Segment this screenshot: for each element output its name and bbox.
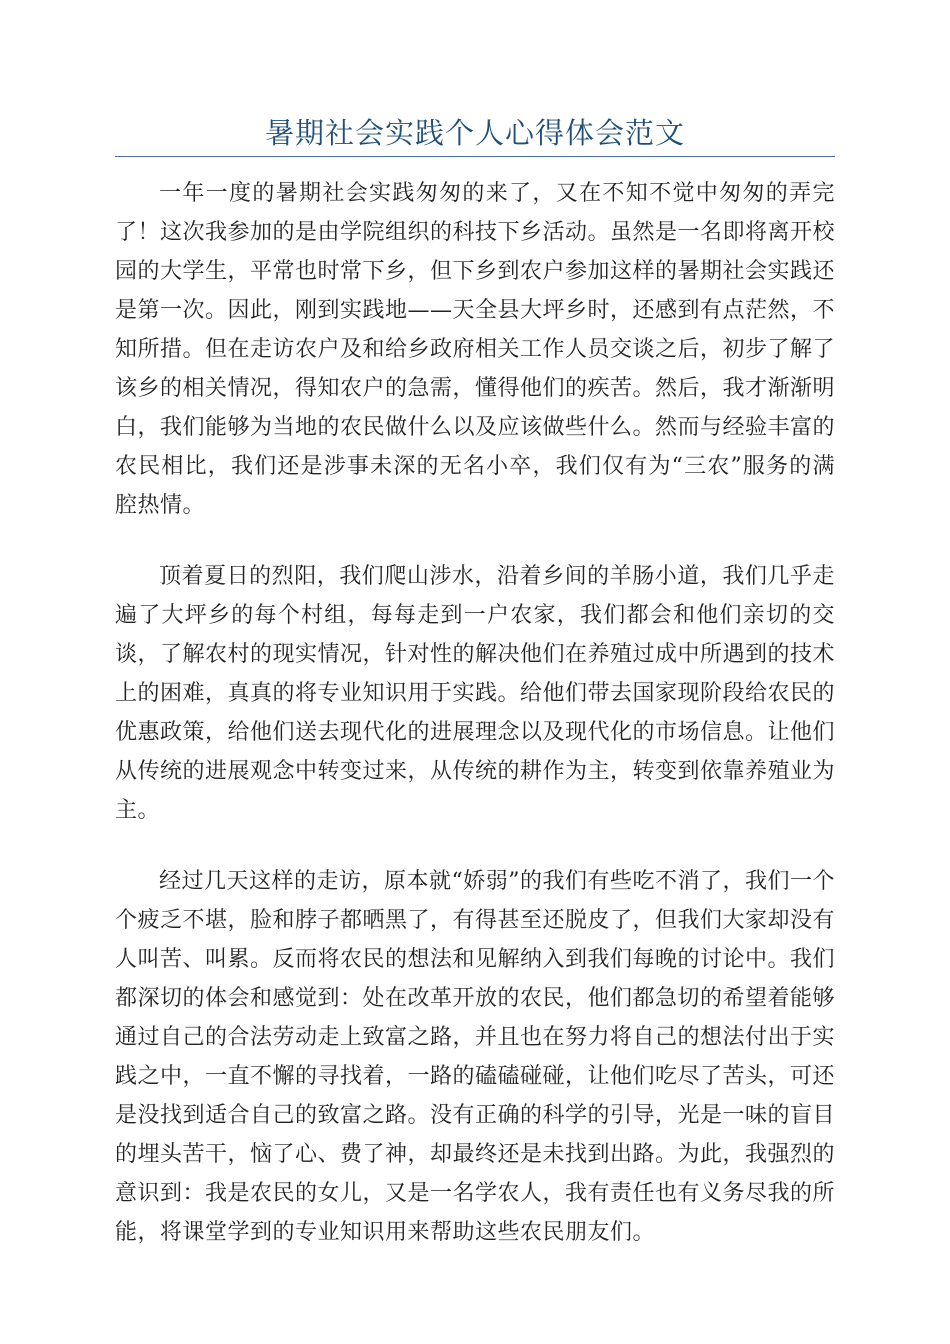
- paragraph-3: 经过几天这样的走访，原本就“娇弱”的我们有些吃不消了，我们一个个疲乏不堪，脸和脖子都晒黑了，有得甚至还脱皮了，但我们大家却没有人叫苦、叫累。反而将农民的想法和见解纳入到我们每晚的讨论中。我们都深切的体会和感觉到：处在改革开放的农民，他们都急切的希望着能够通过自己的合法劳动走上致富之路，并且也在努力将自己的想法付出于实践之中，一直不懈的寻找着，一路的磕磕碰碰，让他们吃尽了苦头，可还是没找到适合自己的致富之路。没有正确的科学的引导，光是一味的盲目的埋头苦干，恼了心、费了神，却最终还是未找到出路。为此，我强烈的意识到：我是农民的女儿，又是一名学农人，我有责任也有义务尽我的所能，将课堂学到的专业知识用来帮助这些农民朋友们。: [115, 869, 836, 1245]
- title-block: [115, 112, 835, 157]
- document-body: [115, 174, 835, 1284]
- paragraph-2: 顶着夏日的烈阳，我们爬山涉水，沿着乡间的羊肠小道，我们几乎走遍了大坪乡的每个村组，每每走到一户农家，我们都会和他们亲切的交谈，了解农村的现实情况，针对性的解决他们在养殖过成中所遇到的技术上的困难，真真的将专业知识用于实践。给他们带去国家现阶段给农民的优惠政策，给他们送去现代化的进展理念以及现代化的市场信息。让他们从传统的进展观念中转变过来，从传统的耕作为主，转变到依靠养殖业为主。: [115, 564, 836, 823]
- document-title: 暑期社会实践个人心得体会范文: [264, 116, 685, 150]
- paragraph-1: 一年一度的暑期社会实践匆匆的来了，又在不知不觉中匆匆的弄完了！这次我参加的是由学院组织的科技下乡活动。虽然是一名即将离开校园的大学生，平常也时常下乡，但下乡到农户参加这样的暑期社会实践还是第一次。因此，刚到实践地——天全县大坪乡时，还感到有点茫然，不知所措。但在走访农户及和给乡政府相关工作人员交谈之后，初步了解了该乡的相关情况，得知农户的急需，懂得他们的疾苦。然后，我才渐渐明白，我们能够为当地的农民做什么以及应该做些什么。然而与经验丰富的农民相比，我们还是涉事未深的无名小卒，我们仅有为“三农”服务的满腔热情。: [115, 181, 836, 518]
